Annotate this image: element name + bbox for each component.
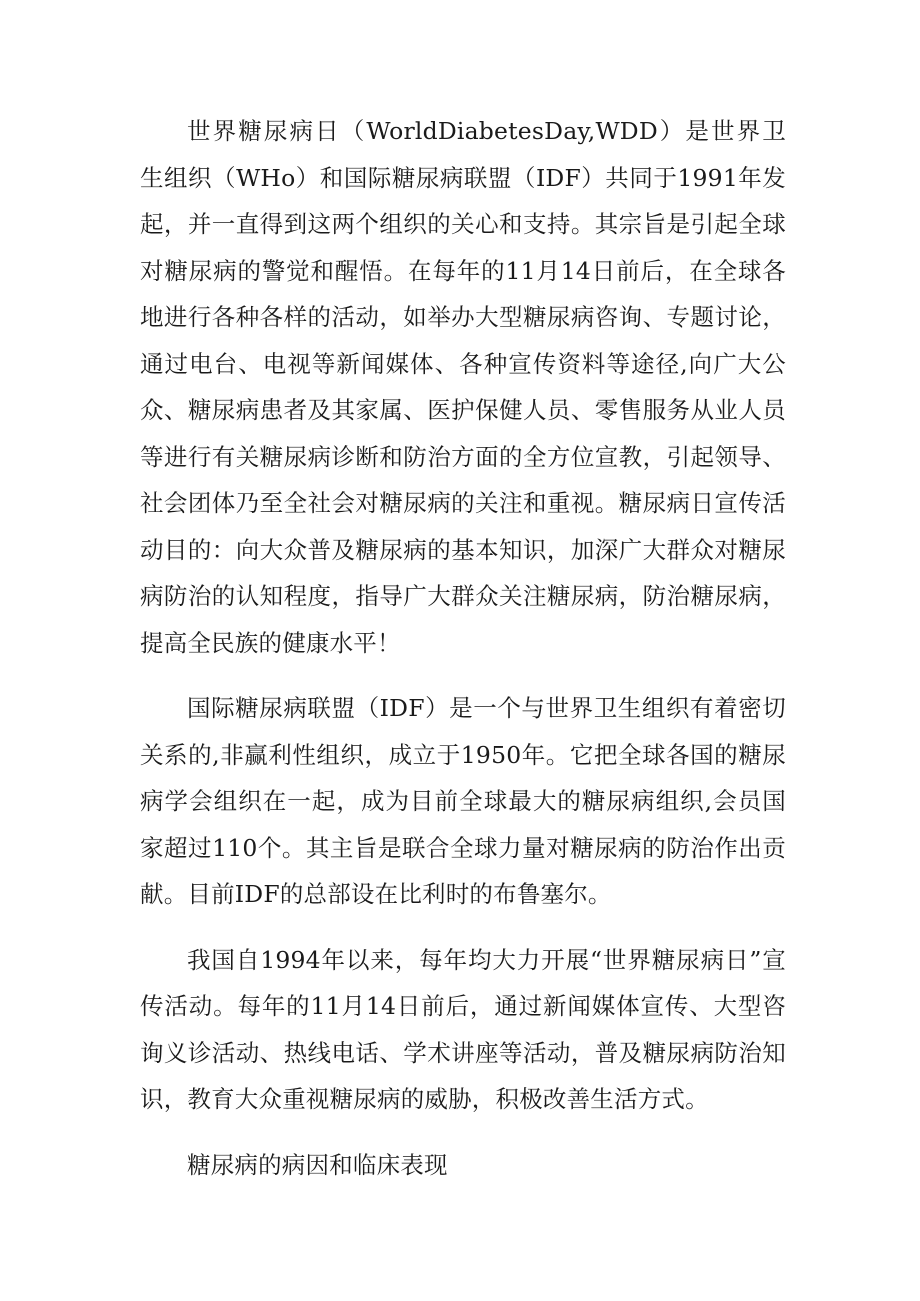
paragraph-world-diabetes-day: 世界糖尿病日（WorldDiabetesDay,WDD）是世界卫生组织（WHo）和国际糖尿病联盟（IDF）共同于1991年发起，并一直得到这两个组织的关心和支持。其宗旨是引起全球对糖尿病的警觉和醒悟。在每年的11月14日前后，在全球各地进行各种各样的活动，如举办大型糖尿病咨询、专题讨论，通过电台、电视等新闻媒体、各种宣传资料等途径,向广大公众、糖尿病患者及其家属、医护保健人员、零售服务从业人员等进行有关糖尿病诊断和防治方面的全方位宣教，引起领导、社会团体乃至全社会对糖尿病的关注和重视。糖尿病日宣传活动目的：向大众普及糖尿病的基本知识，加深广大群众对糖尿病防治的认知程度，指导广大群众关注糖尿病，防治糖尿病，提高全民族的健康水平！: [140, 117, 786, 657]
paragraph-china-activities: 我国自1994年以来，每年均大力开展“世界糖尿病日”宣传活动。每年的11月14日前后，通过新闻媒体宣传、大型咨询义诊活动、热线电话、学术讲座等活动，普及糖尿病防治知识，教育大众重视糖尿病的威胁，积极改善生活方式。: [140, 945, 786, 1113]
paragraph-idf: 国际糖尿病联盟（IDF）是一个与世界卫生组织有着密切关系的,非赢利性组织，成立于1950年。它把全球各国的糖尿病学会组织在一起，成为目前全球最大的糖尿病组织,会员国家超过110个。其主旨是联合全球力量对糖尿病的防治作出贡献。目前IDF的总部设在比利时的布鲁塞尔。: [140, 694, 786, 908]
document-body: [140, 108, 786, 1207]
section-heading: 糖尿病的病因和临床表现: [187, 1150, 448, 1179]
